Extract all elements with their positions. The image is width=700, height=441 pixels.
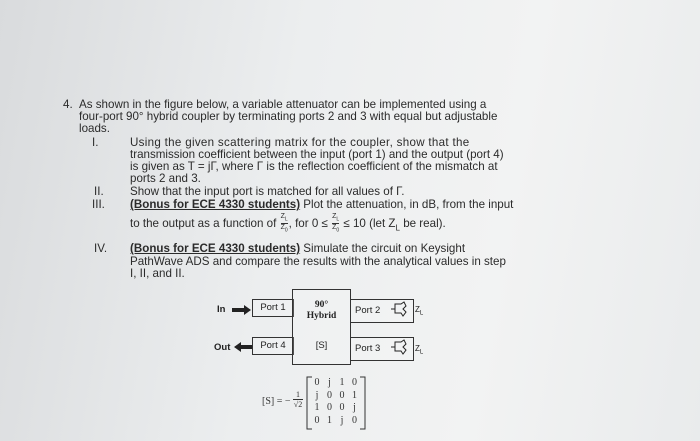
- s-matrix-label: [S]: [315, 340, 328, 351]
- hybrid-box: [292, 289, 351, 365]
- item-4-text-a: Simulate the circuit on Keysight: [300, 242, 466, 255]
- load-resistor-port-2-icon: [391, 301, 413, 317]
- matrix-entry: j: [353, 402, 356, 413]
- matrix-entry: j: [328, 377, 331, 388]
- port-2-label: Port 2: [355, 305, 381, 316]
- problem-number: 4.: [63, 98, 73, 111]
- item-3-line-1: [130, 199, 513, 211]
- port-4-label: Port 4: [260, 340, 286, 351]
- matrix-entry: 0: [352, 414, 357, 426]
- item-3-numeral: III.: [92, 198, 105, 211]
- intro-line-1: As shown in the figure below, a variable attenuator can be implemented using a: [79, 98, 487, 111]
- matrix-entry: 1: [352, 389, 357, 401]
- matrix-entry: 0: [327, 389, 332, 401]
- item-1-line-1: Using the given scattering matrix for the coupler, show that the: [130, 136, 470, 149]
- intro-line-2: four-port 90° hybrid coupler by terminating ports 2 and 3 with equal but adjustable: [79, 110, 498, 123]
- out-label: Out: [214, 342, 231, 353]
- hybrid-label: Hybrid: [306, 311, 337, 321]
- item-1-line-2: transmission coefficient between the input (port 1) and the output (port 4): [130, 148, 504, 161]
- matrix-entry: 1: [314, 402, 320, 413]
- matrix-entry: j: [340, 414, 344, 426]
- item-4-line-2: PathWave ADS and compare the results with the analytical values in step: [130, 255, 506, 268]
- item-2-numeral: II.: [94, 185, 104, 198]
- item-3-text-e: be real).: [399, 216, 446, 230]
- load-resistor-port-3-icon: [391, 339, 413, 355]
- port-1-box: [252, 299, 294, 317]
- matrix-scalar: 1 √2: [293, 390, 303, 409]
- item-3-text-a: Plot the attenuation, in dB, from the input: [300, 198, 514, 211]
- item-1-numeral: I.: [92, 136, 99, 149]
- matrix-entry: 0: [339, 389, 345, 401]
- hybrid-degrees-label: 90°: [314, 300, 329, 310]
- zl-over-z0-fraction-2: $\frac{Z_L}{Z_0}$: [332, 213, 340, 234]
- intro-line-3: loads.: [79, 122, 110, 135]
- matrix-grid: [312, 377, 362, 429]
- item-1-line-4: ports 2 and 3.: [130, 172, 201, 185]
- zl-over-z0-fraction: $\frac{Z_L}{Z_0}$: [280, 213, 288, 234]
- matrix-entry: 0: [339, 402, 345, 413]
- item-2-line-1: Show that the input port is matched for all values of Γ.: [130, 185, 405, 198]
- port-3-load-label: $Z_L$: [415, 344, 424, 356]
- item-4-line-1: [130, 243, 465, 255]
- item-4-line-3: I, II, and II.: [130, 267, 185, 280]
- item-3-text-c: , for 0 ≤: [288, 216, 328, 230]
- item-3-bonus: (Bonus for ECE 4330 students): [130, 198, 301, 211]
- matrix-entry: 0: [327, 402, 332, 413]
- matrix-lhs: [S] = −: [262, 396, 291, 407]
- item-4-bonus: (Bonus for ECE 4330 students): [130, 242, 301, 255]
- scattering-matrix: [262, 375, 372, 435]
- matrix-entry: 0: [352, 377, 357, 388]
- matrix-entry: 1: [339, 377, 345, 388]
- port-1-label: Port 1: [260, 302, 286, 313]
- item-3-text-b: to the output as a function of: [130, 216, 277, 230]
- port-2-load-label: $Z_L$: [415, 305, 424, 317]
- in-label: In: [217, 304, 226, 315]
- matrix-entry: 1: [327, 414, 332, 426]
- matrix-entry: 0: [314, 414, 320, 426]
- out-arrow-icon: [234, 342, 254, 352]
- item-3-text-d: ≤ 10 (let Z: [343, 216, 396, 230]
- matrix-entry: j: [315, 389, 319, 401]
- item-3-zl-sub: L: [395, 223, 400, 233]
- port-3-label: Port 3: [355, 343, 381, 354]
- item-3-line-2: [130, 213, 446, 235]
- matrix-entry: 0: [314, 377, 320, 388]
- port-4-box: [252, 337, 294, 355]
- in-arrow-icon: [232, 305, 252, 315]
- item-4-numeral: IV.: [94, 242, 108, 255]
- item-1-line-3: is given as T = jΓ, where Γ is the reflection coefficient of the mismatch at: [130, 160, 498, 173]
